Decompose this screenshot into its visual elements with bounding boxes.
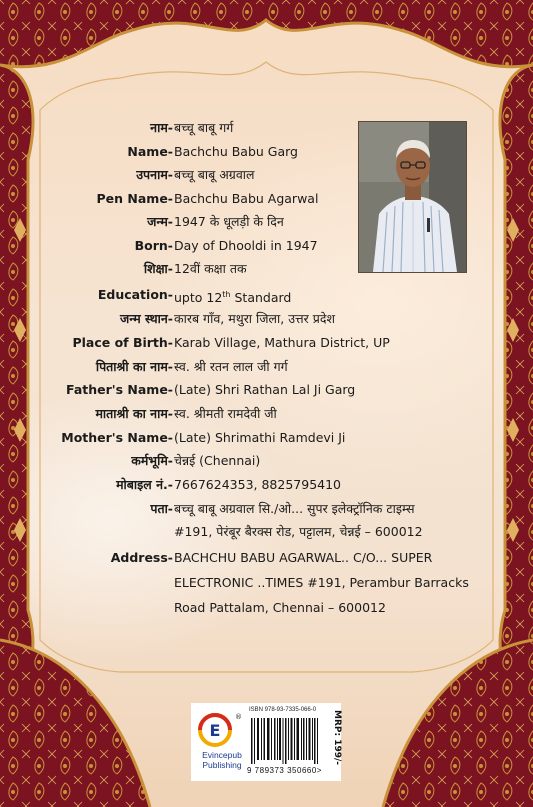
- info-value: चेन्नई (Chennai): [174, 453, 261, 468]
- info-row: [0, 451, 533, 471]
- info-value: बच्चू बाबू अग्रवाल सि./ओ... सुपर इलेक्ट्रॉनिक टाइम्स: [174, 501, 415, 516]
- info-row: [0, 428, 533, 448]
- info-row: [0, 285, 533, 305]
- info-label: Address-: [110, 550, 173, 565]
- info-row: [0, 357, 533, 377]
- info-row: [0, 380, 533, 400]
- info-label: मोबाइल नं.-: [116, 477, 173, 492]
- registered-mark: ®: [235, 713, 242, 721]
- info-row: [0, 598, 533, 618]
- info-label: कर्मभूमि-: [131, 453, 173, 468]
- info-row: [0, 548, 533, 568]
- info-value: Bachchu Babu Garg: [174, 144, 298, 159]
- info-value: बच्चू बाबू अग्रवाल: [174, 167, 255, 182]
- info-row: [0, 118, 533, 138]
- info-label: Pen Name-: [96, 191, 173, 206]
- publisher-logo-letter: E: [209, 721, 221, 740]
- info-row: [0, 309, 533, 329]
- info-value: (Late) Shri Rathan Lal Ji Garg: [174, 382, 356, 397]
- info-value: स्व. श्रीमती रामदेवी जी: [174, 406, 277, 421]
- info-label: नाम-: [150, 120, 173, 135]
- info-row: [0, 165, 533, 185]
- info-label: पता-: [150, 501, 173, 516]
- info-label: Father's Name-: [66, 382, 173, 397]
- isbn-text: ISBN 978-93-7335-066-0: [249, 707, 317, 713]
- info-row: [0, 236, 533, 256]
- info-value: 7667624353, 8825795410: [174, 477, 342, 492]
- info-label: Name-: [127, 144, 173, 159]
- info-label: शिक्षा-: [143, 261, 173, 276]
- info-value: Road Pattalam, Chennai – 600012: [174, 600, 386, 615]
- info-value: ELECTRONIC ..TIMES #191, Perambur Barracks: [174, 575, 469, 590]
- info-value: 12वीं कक्षा तक: [174, 261, 247, 276]
- info-label: Mother's Name-: [61, 430, 173, 445]
- info-label: माताश्री का नाम-: [95, 406, 173, 421]
- info-label: Place of Birth-: [72, 335, 173, 350]
- info-row: [0, 259, 533, 279]
- info-label: उपनाम-: [136, 167, 173, 182]
- info-row: [0, 573, 533, 593]
- info-value: upto 12th Standard: [174, 290, 292, 306]
- info-label: जन्म-: [147, 214, 173, 229]
- info-label: Education-: [97, 287, 173, 302]
- info-value: Day of Dhooldi in 1947: [174, 238, 318, 253]
- info-label: जन्म स्थान-: [119, 311, 173, 326]
- info-row: [0, 142, 533, 162]
- barcode-block: [191, 703, 341, 781]
- barcode-number: 9 789373 350660>: [247, 766, 322, 775]
- info-value: 1947 के धूलड़ी के दिन: [174, 214, 284, 229]
- info-value: Bachchu Babu Agarwal: [174, 191, 319, 206]
- info-row: [0, 212, 533, 232]
- info-value: BACHCHU BABU AGARWAL.. C/O... SUPER: [174, 550, 433, 565]
- info-row: [0, 189, 533, 209]
- mrp-price: MRP: 199/-: [332, 710, 342, 766]
- info-label: Born-: [134, 238, 173, 253]
- info-row: [0, 404, 533, 424]
- info-value: (Late) Shrimathi Ramdevi Ji: [174, 430, 346, 445]
- info-value: स्व. श्री रतन लाल जी गर्ग: [174, 359, 288, 374]
- info-value: बच्चू बाबू गर्ग: [174, 120, 234, 135]
- info-value: Karab Village, Mathura District, UP: [174, 335, 390, 350]
- publisher-name: Evincepub Publishing: [202, 750, 242, 770]
- barcode-bars: [251, 718, 318, 764]
- info-row: [0, 499, 533, 519]
- info-value: कारब गाँव, मथुरा जिला, उत्तर प्रदेश: [174, 311, 336, 326]
- info-row: [0, 333, 533, 353]
- info-value: #191, पेरंबूर बैरक्स रोड, पट्टालम, चेन्नई – 600012: [174, 524, 423, 539]
- info-label: पिताश्री का नाम-: [95, 359, 173, 374]
- info-row: [0, 475, 533, 495]
- info-row: [0, 522, 533, 542]
